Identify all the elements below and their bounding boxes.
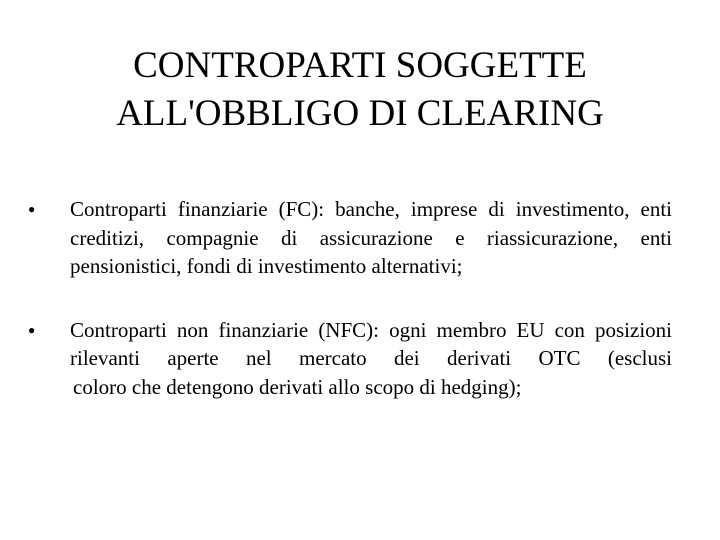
bullet-text: Controparti non finanziarie (NFC): ogni membro EU con posizioni rilevanti aperte nel mercato dei derivati OTC (esclusi bbox=[70, 317, 672, 370]
bullet-dot-icon: ● bbox=[28, 322, 36, 337]
bullet-dot-icon: ● bbox=[28, 202, 36, 216]
title-line-1: CONTROPARTI SOGGETTE bbox=[133, 45, 587, 86]
bullet-item-financial-counterparties bbox=[0, 195, 720, 281]
title-line-2: ALL'OBBLIGO DI CLEARING bbox=[116, 93, 604, 134]
bullet-list bbox=[0, 195, 720, 401]
bullet-text-continuation: coloro che detengono derivati allo scopo di hedging); bbox=[73, 374, 522, 399]
bullet-text: Controparti finanziarie (FC): banche, imprese di investimento, enti creditizi, compagnie di assicurazione e riassicurazione, enti pensionistici, fondi di investimento alternativi; bbox=[70, 197, 672, 278]
bullet-item-non-financial-counterparties bbox=[0, 316, 720, 402]
slide-title bbox=[40, 42, 680, 138]
